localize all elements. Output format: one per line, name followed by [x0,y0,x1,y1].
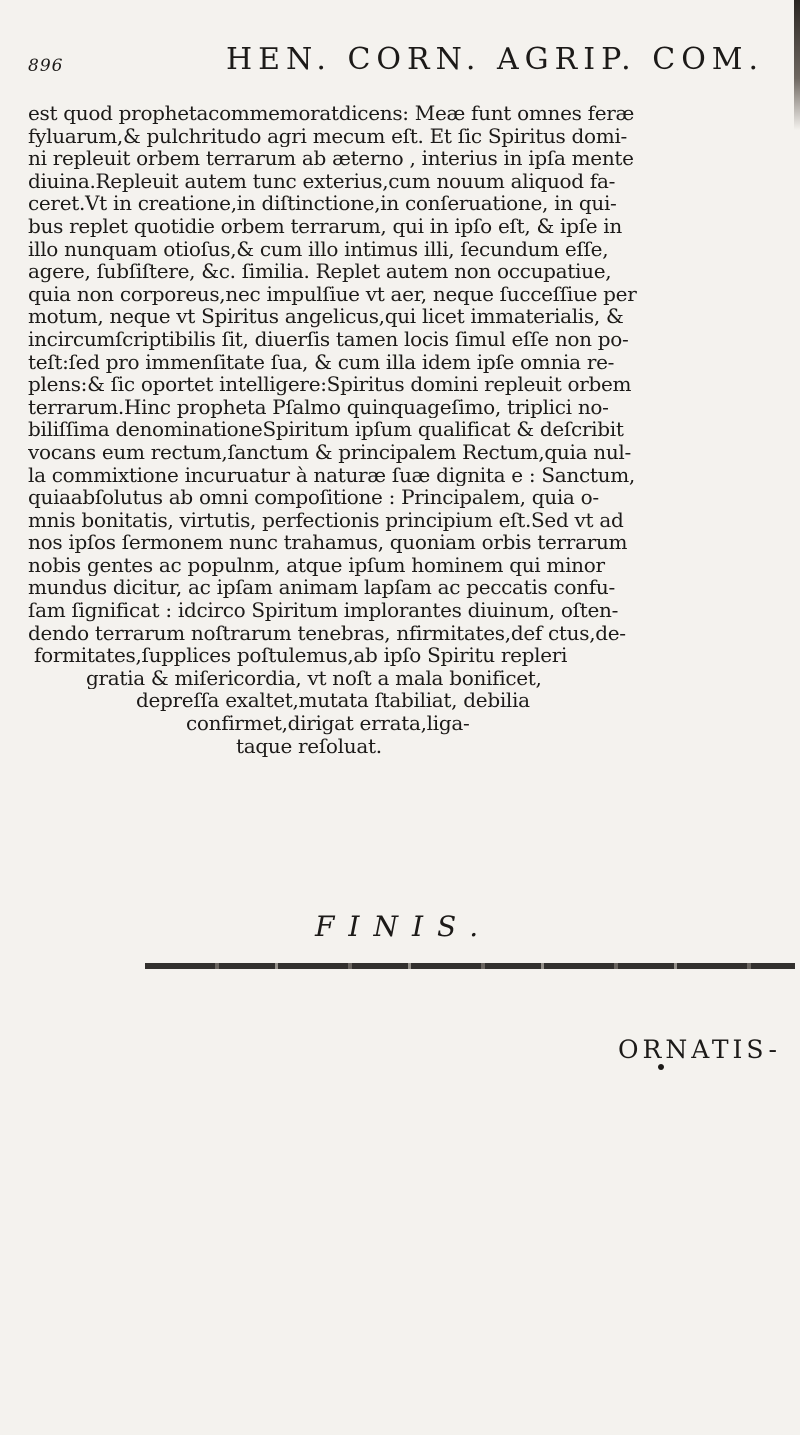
text-line: diuina.Repleuit autem tunc exterius,cum nouum aliquod fa- [28,169,616,193]
text-line: est quod prophetacommemoratdicens: Meæ funt omnes feræ [28,102,635,125]
text-line: quiaabſolutus ab omni compoſitione : Principalem, quia o- [28,486,599,509]
running-head: HEN. CORN. AGRIP. COM. [226,42,765,77]
text-line: motum, neque vt Spiritus angelicus,qui licet immaterialis, & [28,305,624,328]
text-line: nobis gentes ac populnm, atque ipſum hominem qui minor [28,553,605,577]
text-line: la commixtione incuruatur à naturæ ſuæ dignita e : Sanctum, [28,463,635,487]
text-line: depreſſa exaltet,mutata ſtabiliat, debilia [136,689,530,713]
text-line: terrarum.Hinc propheta Pſalmo quinquageſimo, triplici no- [28,395,609,419]
finis-heading: FINIS. [315,910,493,943]
decorative-rule [145,963,795,969]
text-line: incircumſcriptibilis ſit, diuerſis tamen locis ſimul eſſe non po- [28,327,629,351]
text-line: vocans eum rectum,ſanctum & principalem Rectum,quia nul- [28,440,631,464]
body-text [28,102,793,757]
page-edge-shadow [794,0,800,130]
text-line: quia non corporeus,nec impulſiue vt aer, neque ſucceſſiue per [28,282,637,306]
text-line: fyluarum,& pulchritudo agri mecum eſt. Et ſic Spiritus domi- [28,124,628,148]
page-number: 896 [28,56,64,76]
text-line: illo nunquam otioſus,& cum illo intimus illi, ſecundum eſſe, [28,237,609,261]
text-line: gratia & miſericordia, vt noſt a mala bonificet, [86,666,542,690]
text-line: biliſſima denominationeSpiritum ipſum qualificat & deſcribit [28,418,624,441]
text-line: ni repleuit orbem terrarum ab æterno , interius in ipſa mente [28,147,634,170]
catchword: ORNATIS- [618,1035,781,1064]
text-line: plens:& ſic oportet intelligere:Spiritus domini repleuit orbem [28,373,632,396]
page-header [28,42,765,82]
text-line: ceret.Vt in creatione,in diſtinctione,in conſeruatione, in qui- [28,192,617,215]
text-line: agere, ſubſiſtere, &c. ſimilia. Replet autem non occupatiue, [28,260,612,283]
text-line: nos ipſos ſermonem nunc trahamus, quoniam orbis terrarum [28,531,628,554]
text-line: taque reſoluat. [236,734,382,758]
text-line: formitates,ſupplices poſtulemus,ab ipſo Spiritu repleri [34,644,568,667]
ink-dot [658,1064,664,1070]
text-line: dendo terrarum noſtrarum tenebras, nfirmitates,def ctus,de- [28,621,626,645]
text-line: mnis bonitatis, virtutis, perfectionis principium eſt.Sed vt ad [28,508,624,532]
text-line: confirmet,dirigat errata,liga- [186,712,470,735]
text-line: bus replet quotidie orbem terrarum, qui in ipſo eſt, & ipſe in [28,214,622,238]
text-line: teſt:ſed pro immenſitate ſua, & cum illa idem ipſe omnia re- [28,350,615,374]
text-line: mundus dicitur, ac ipſam animam lapſam ac peccatis confu- [28,576,615,600]
text-line: ſam ſignificat : idcirco Spiritum implorantes diuinum, oſten- [28,599,619,622]
